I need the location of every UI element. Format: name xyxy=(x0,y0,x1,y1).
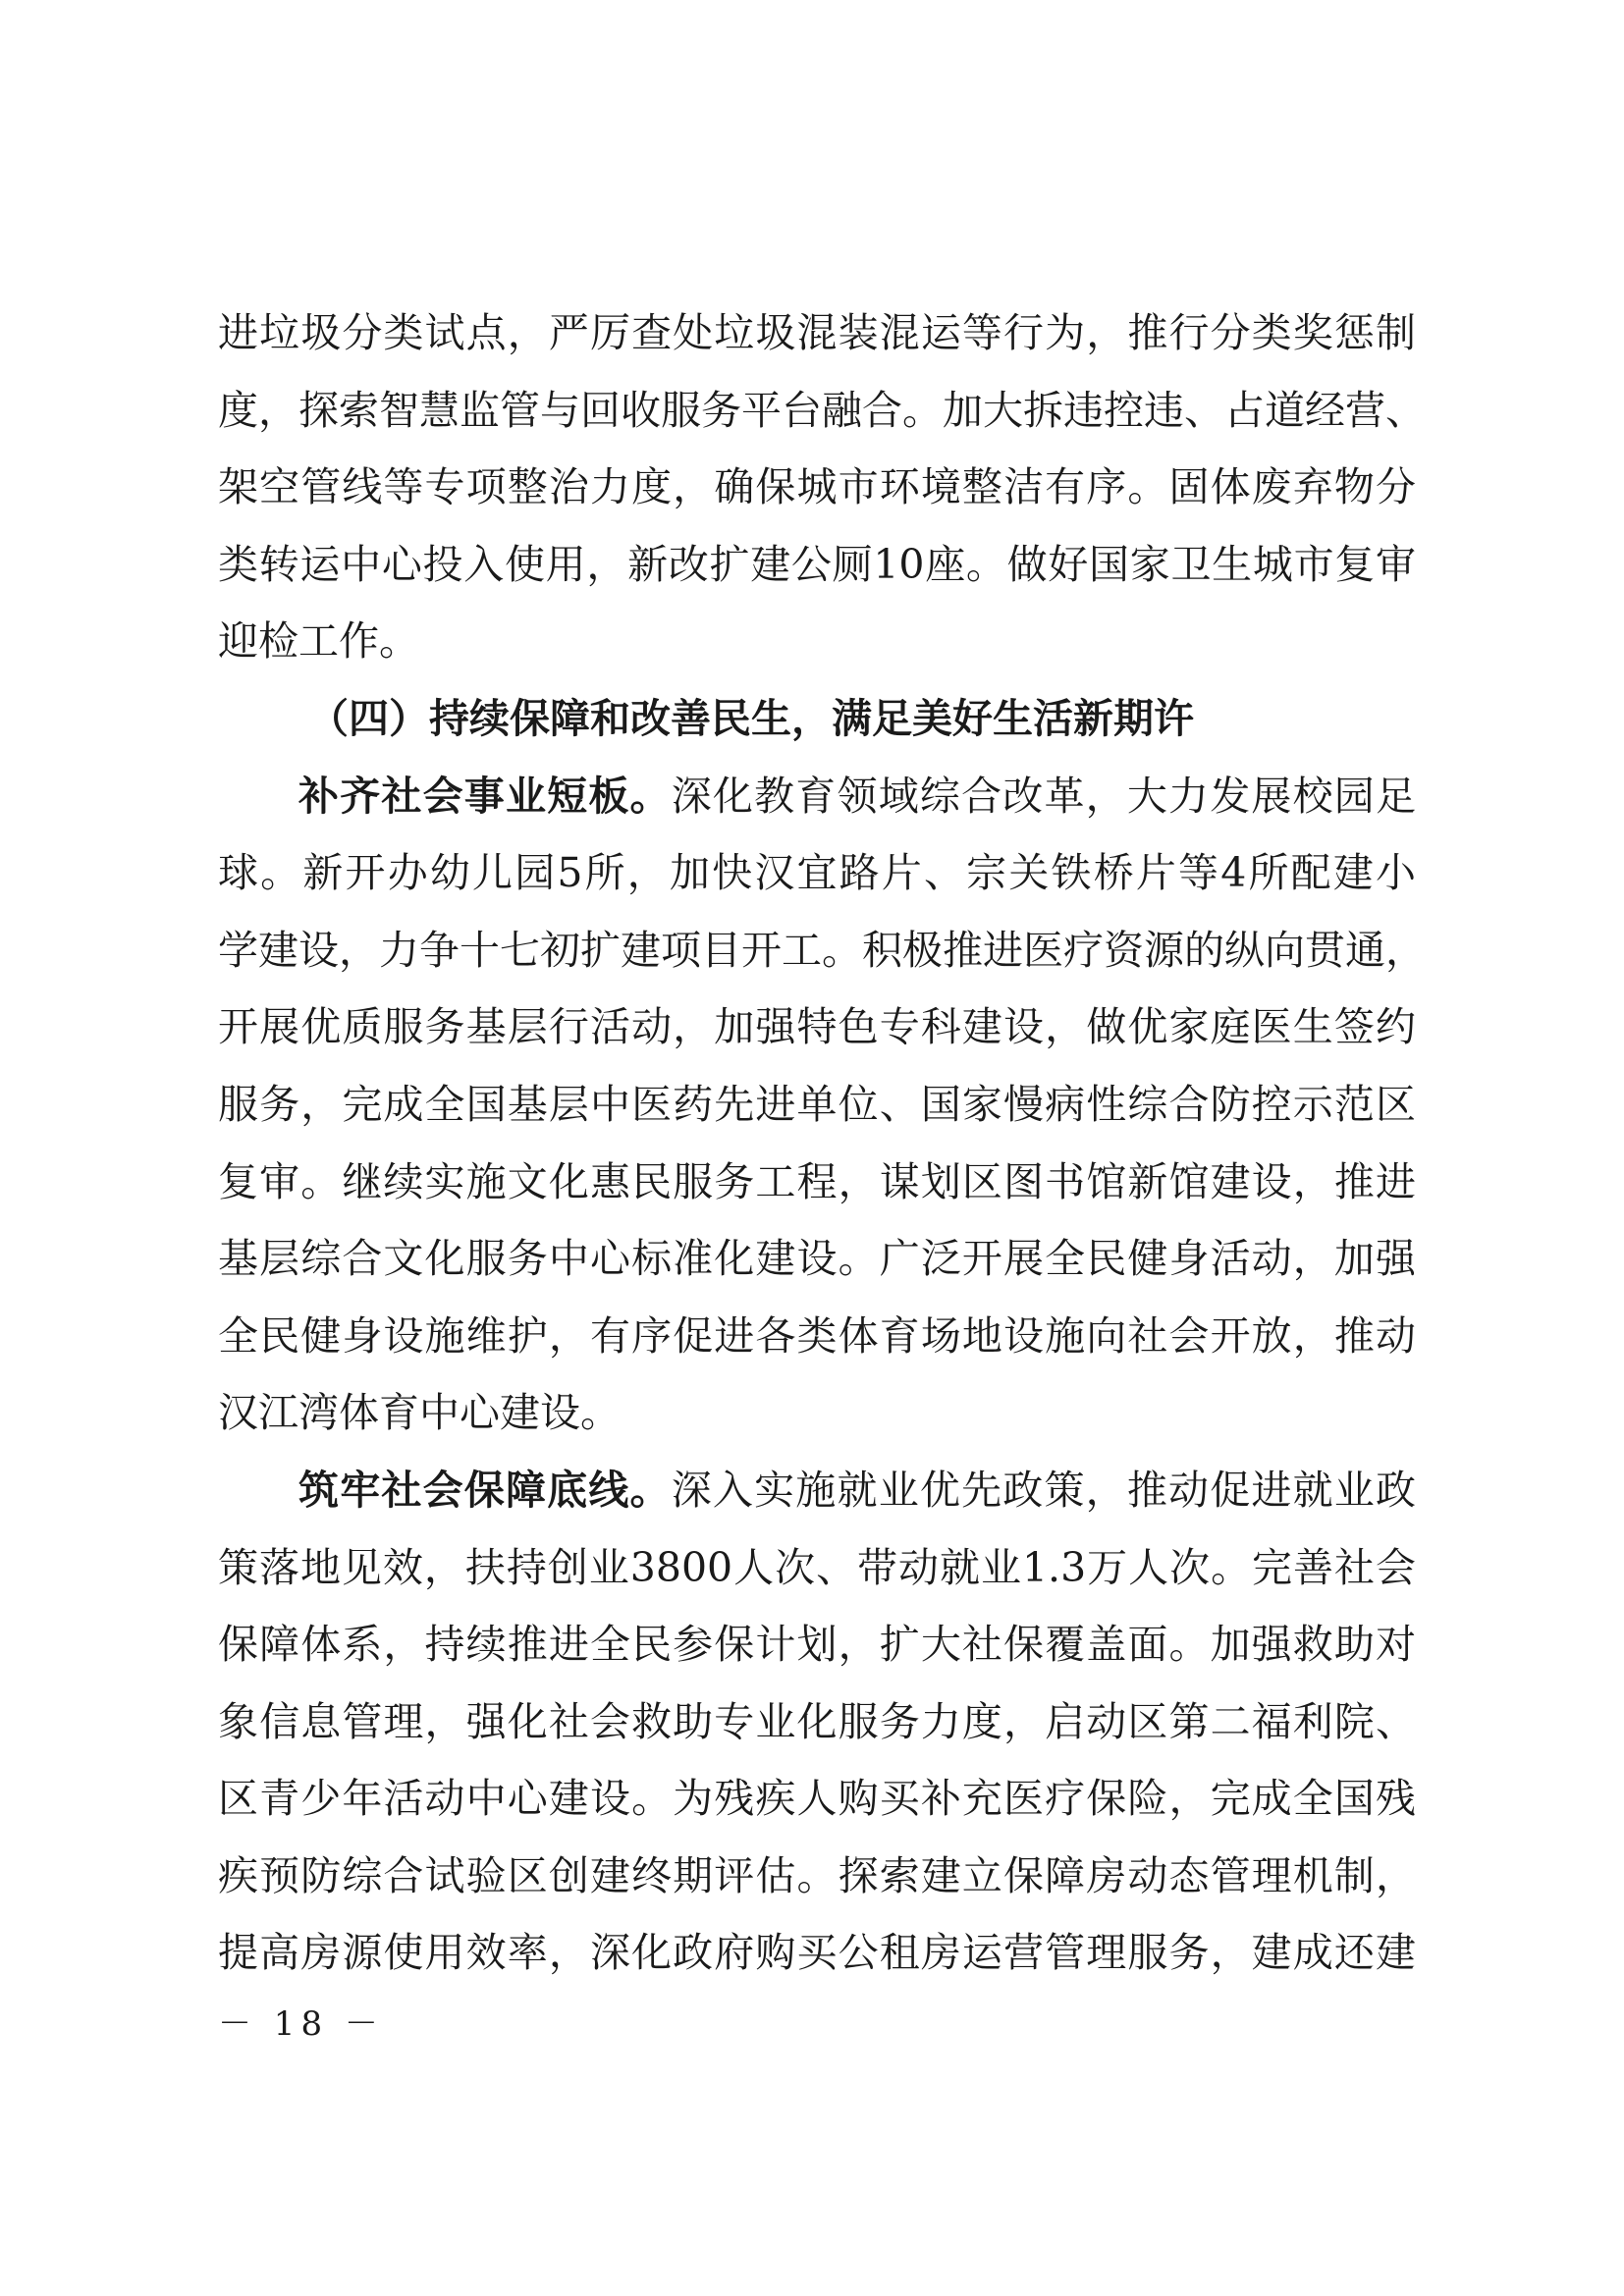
paragraph-line: 复审。继续实施文化惠民服务工程，谋划区图书馆新馆建设，推进 xyxy=(218,1157,1416,1205)
paragraph-line: 区青少年活动中心建设。为残疾人购买补充医疗保险，完成全国残 xyxy=(218,1775,1416,1823)
paragraph-line: 疾预防综合试验区创建终期评估。探索建立保障房动态管理机制， xyxy=(218,1851,1416,1899)
paragraph-line xyxy=(218,1452,1416,1529)
paragraph-line: 球。新开办幼儿园5所，加快汉宜路片、宗关铁桥片等4所配建小 xyxy=(218,849,1416,897)
paragraph-line: 进垃圾分类试点，严厉查处垃圾混装混运等行为，推行分类奖惩制 xyxy=(218,309,1416,356)
paragraph-line: 服务，完成全国基层中医药先进单位、国家慢病性综合防控示范区 xyxy=(218,1080,1416,1128)
paragraph-line: 类转运中心投入使用，新改扩建公厕10座。做好国家卫生城市复审 xyxy=(218,540,1416,588)
paragraph-line xyxy=(218,758,1416,835)
paragraph-line: 开展优质服务基层行活动，加强特色专科建设，做优家庭医生签约 xyxy=(218,1003,1416,1051)
paragraph-line: 汉江湾体育中心建设。 xyxy=(218,1389,621,1437)
paragraph-line: 架空管线等专项整治力度，确保城市环境整洁有序。固体废弃物分 xyxy=(218,463,1416,511)
body-text xyxy=(218,294,1426,1992)
paragraph-line: 度，探索智慧监管与回收服务平台融合。加大拆违控违、占道经营、 xyxy=(218,386,1426,434)
paragraph-line: 提高房源使用效率，深化政府购买公租房运营管理服务，建成还建 xyxy=(218,1929,1416,1977)
paragraph-line: 象信息管理，强化社会救助专业化服务力度，启动区第二福利院、 xyxy=(218,1697,1416,1745)
paragraph-lead: 筑牢社会保障底线。 xyxy=(298,1466,672,1514)
paragraph-line: 基层综合文化服务中心标准化建设。广泛开展全民健身活动，加强 xyxy=(218,1235,1416,1283)
paragraph-line: 迎检工作。 xyxy=(218,617,419,666)
paragraph-text: 深化教育领域综合改革，大力发展校园足 xyxy=(671,772,1417,820)
paragraph-line: 学建设，力争十七初扩建项目开工。积极推进医疗资源的纵向贯通， xyxy=(218,926,1426,974)
paragraph-line: 全民健身设施维护，有序促进各类体育场地设施向社会开放，推动 xyxy=(218,1311,1416,1360)
paragraph-line: 保障体系，持续推进全民参保计划，扩大社保覆盖面。加强救助对 xyxy=(218,1621,1416,1669)
paragraph-text: 深入实施就业优先政策，推动促进就业政 xyxy=(671,1466,1417,1514)
page-number: － 18 － xyxy=(218,2004,384,2044)
section-heading: （四）持续保障和改善民生，满足美好生活新期许 xyxy=(308,694,1194,742)
paragraph-line: 策落地见效，扶持创业3800人次、带动就业1.3万人次。完善社会 xyxy=(218,1543,1416,1591)
paragraph-lead: 补齐社会事业短板。 xyxy=(298,772,672,820)
